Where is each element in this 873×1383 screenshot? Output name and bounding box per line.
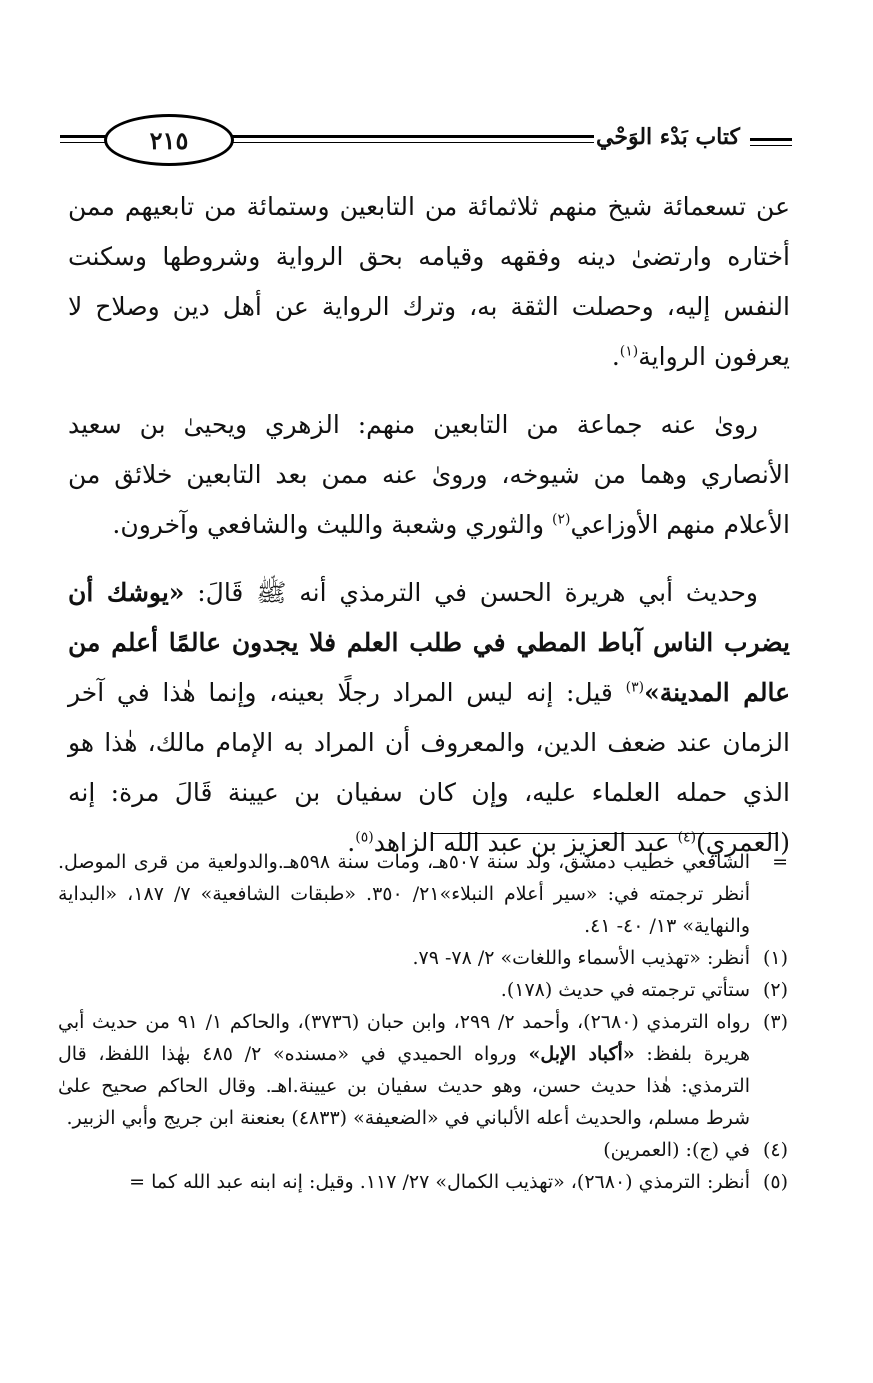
footnote-text: في (ج): (العمرين) [603,1139,750,1161]
footnote-text: أنظر: «تهذيب الأسماء واللغات» ٢/ ٧٨- ٧٩. [412,947,750,969]
footnote-ref-4: (٤) [677,829,697,846]
paragraph-3-text-c: عبد العزيز بن عبد الله الزاهد [373,828,678,857]
footnote-text-b: ورواه الحميدي في «مسنده» ٢/ ٤٨٥ بهٰذا اللفظ، قال الترمذي: هٰذا حديث حسن، وهو حديث سفيان بن عيينة.اهـ. وقال الحاكم صحيح علىٰ شرط مسلم، والحديث أعله الألباني في «الضعيفة» (٤٨٣٣) بعنعنة ابن جريج وأبي الزبير. [58,1043,750,1129]
footnote-5 [58,1166,788,1198]
footnote-text-a: رواه الترمذي (٢٦٨٠)، وأحمد ٢/ ٢٩٩، وابن حبان (٣٧٣٦)، والحاكم ١/ ٩١ من حديث أبي هريرة بلفظ: [58,1011,750,1065]
footnote-mark: (٥) [762,1171,788,1193]
page-number: ٢١٥ [104,114,234,166]
footnote-text: ستأتي ترجمته في حديث (١٧٨). [500,979,750,1001]
paragraph-2 [68,400,790,550]
footnote-text [58,1006,750,1134]
header-rule-left-thin [60,142,110,143]
paragraph-3-text-a: وحديث أبي هريرة الحسن في الترمذي أنه ﷺ قَالَ: [184,578,758,607]
page-header [60,108,792,168]
paragraph-3 [68,568,790,868]
header-rule-middle [222,135,594,138]
paragraph-1-end: . [611,342,620,371]
header-rule-middle-thin [222,142,594,143]
footnote-2 [58,974,788,1006]
header-rule-right [750,138,792,141]
header-rule-right-thin [750,145,792,146]
book-title: كتاب بَدْء الوَحْي [596,124,740,150]
footnote-mark: (٣) [762,1011,788,1033]
footnote-text: الشافعي خطيب دمشق، ولد سنة ٥٠٧هـ، ومات سنة ٥٩٨هـ.والدولعية من قرى الموصل. أنظر ترجمته في: «سير أعلام النبلاء»٢١/ ٣٥٠. «طبقات الشافعية» ٧/ ١٨٧، «البداية والنهاية» ١٣/ ٤٠- ٤١. [58,851,750,937]
footnote-ref-2: (٢) [551,511,571,528]
footnote-separator [432,833,778,834]
footnotes [58,846,788,1198]
footnote-1 [58,942,788,974]
paragraph-1-text: عن تسعمائة شيخ منهم ثلاثمائة من التابعين وستمائة من تابعيهم ممن أختاره وارتضىٰ دينه وفقهه وقيامه بحق الرواية وشروطها وسكنت النفس إليه، وحصلت الثقة به، وترك الرواية عن أهل دين وصلاح لا يعرفون الرواية [68,192,790,371]
main-text [68,182,790,868]
footnote-ref-5: (٥) [355,829,374,846]
footnote-mark: = [772,851,788,873]
footnote-text: أنظر: الترمذي (٢٦٨٠)، «تهذيب الكمال» ٢٧/ ١١٧. وقيل: إنه ابنه عبد الله كما = [129,1171,750,1193]
footnote-continued [58,846,788,942]
footnote-mark: (٢) [762,979,788,1001]
paragraph-3-end: . [347,828,356,857]
footnote-bold-phrase: «أكباد الإبل» [528,1043,635,1065]
paragraph-2-text-a: رویٰ عنه جماعة من التابعين منهم: الزهري ويحيىٰ بن سعيد الأنصاري وهما من شيوخه، وروىٰ عنه ممن بعد التابعين خلائق من الأعلام منهم الأوزاعي [68,410,790,539]
footnote-mark: (٤) [762,1139,788,1161]
hadith-quote: «يوشك أن يضرب الناس آباط المطي في طلب العلم فلا يجدون عالمًا أعلم من عالم المدينة» [68,578,790,707]
footnote-mark: (١) [762,947,788,969]
footnote-4 [58,1134,788,1166]
footnote-ref-3: (٣) [625,679,645,696]
paragraph-2-text-b: والثوري وشعبة والليث والشافعي وآخرون. [112,510,552,539]
paragraph-3-text-b: قيل: إنه ليس المراد رجلًا بعينه، وإنما هٰذا في آخر الزمان عند ضعف الدين، والمعروف أن المراد به الإمام مالك، هٰذا هو الذي حمله العلماء عليه، وإن كان سفيان بن عيينة قَالَ مرة: إنه (العمري) [68,678,790,857]
footnote-ref-1: (١) [619,343,639,360]
header-rule-left [60,135,110,138]
paragraph-1 [68,182,790,382]
footnote-3 [58,1006,788,1134]
